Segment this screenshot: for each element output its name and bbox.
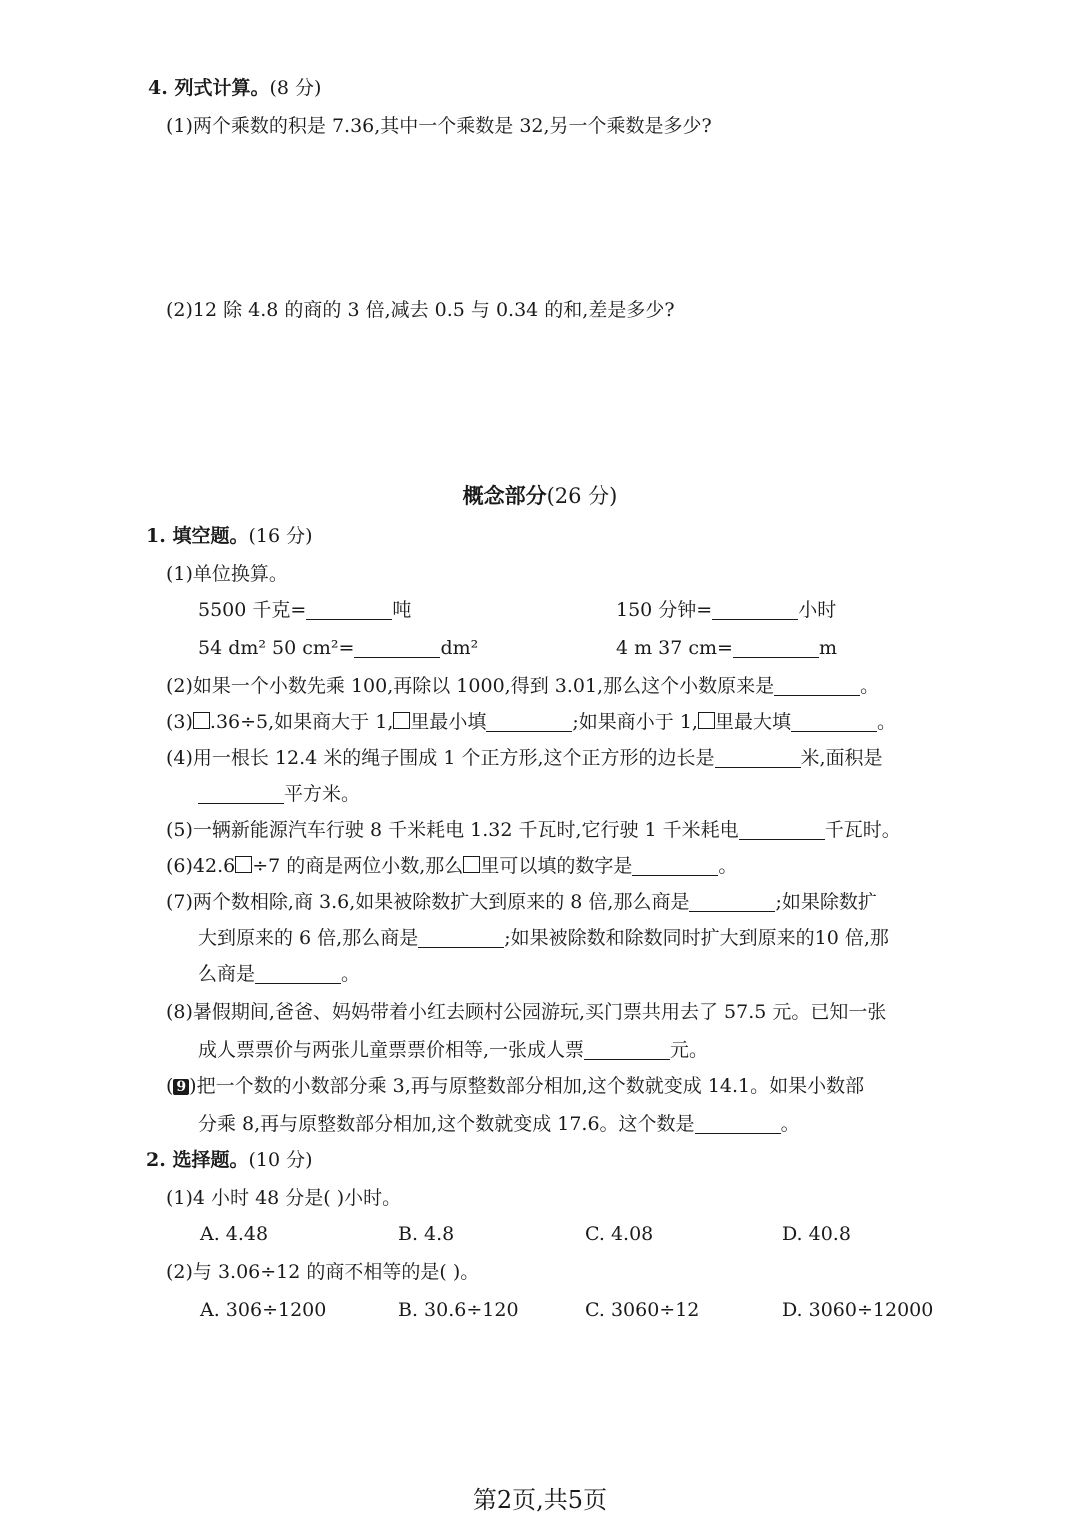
fill-q7-text-c: 大到原来的 6 倍,那么商是 <box>198 927 419 949</box>
concept-title: 概念部分 <box>462 483 547 508</box>
fill-q9-open: ( <box>166 1075 174 1097</box>
fill-q5 <box>166 816 901 844</box>
fill-q4-end: 平方米。 <box>284 783 361 805</box>
answer-blank[interactable] <box>198 783 284 804</box>
answer-blank[interactable] <box>689 891 775 912</box>
box-square <box>463 856 480 873</box>
choice-q2-option-c[interactable]: C. 3060÷12 <box>585 1299 700 1321</box>
fill-q3-text-b: 里最小填 <box>410 711 487 733</box>
fill-q4-line2 <box>198 780 360 808</box>
fill-q8-end: 元。 <box>670 1039 709 1061</box>
fill-q1-head: (1)单位换算。 <box>166 563 288 585</box>
fill-q3-text-c: ;如果商小于 1, <box>572 711 698 733</box>
fill-q6-text-b: 里可以填的数字是 <box>480 855 633 877</box>
fill-q5-end: 千瓦时。 <box>824 819 901 841</box>
concept-score: (26 分) <box>546 484 618 508</box>
fill-q4-line1 <box>166 744 883 772</box>
fill-q7-line1 <box>166 888 877 916</box>
choice-q2-option-a[interactable]: A. 306÷1200 <box>200 1299 327 1321</box>
fill-q1-b-text: 150 分钟= <box>616 599 713 621</box>
choice-q2-option-b[interactable]: B. 30.6÷120 <box>398 1299 519 1321</box>
fill-q1-b <box>616 596 836 624</box>
fill-q1-d-text: 4 m 37 cm= <box>616 637 733 659</box>
answer-blank[interactable] <box>584 1039 670 1060</box>
fill-q7-text-b: ;如果除数扩 <box>775 891 877 913</box>
fill-q4-mid: 米,面积是 <box>800 747 883 769</box>
fill-q1-c <box>198 634 478 662</box>
fill-q1-c-text: 54 dm² 50 cm²= <box>198 637 355 659</box>
choice-score: (10 分) <box>248 1149 313 1171</box>
choice-q2-option-d[interactable]: D. 3060÷12000 <box>782 1299 934 1321</box>
fill-q7-text-e: 么商是 <box>198 963 256 985</box>
fill-q9-text-a: )把一个数的小数部分乘 3,再与原整数部分相加,这个数就变成 14.1。如果小数部 <box>189 1075 865 1097</box>
choice-q1-option-c[interactable]: C. 4.08 <box>585 1223 654 1245</box>
fill-q9-text-b: 分乘 8,再与原整数部分相加,这个数就变成 17.6。这个数是 <box>198 1113 695 1135</box>
fill-score: (16 分) <box>248 525 313 547</box>
answer-blank[interactable] <box>695 1113 781 1134</box>
fill-q4-text: (4)用一根长 12.4 米的绳子围成 1 个正方形,这个正方形的边长是 <box>166 747 715 769</box>
question-number-badge: 9 <box>173 1079 189 1095</box>
calc-heading-line <box>148 74 321 102</box>
answer-blank[interactable] <box>733 637 819 658</box>
fill-q2-text: (2)如果一个小数先乘 100,再除以 1000,得到 3.01,那么这个小数原来是 <box>166 675 775 697</box>
fill-heading-line <box>146 522 313 550</box>
fill-q5-text: (5)一辆新能源汽车行驶 8 千米耗电 1.32 千瓦时,它行驶 1 千米耗电 <box>166 819 739 841</box>
choice-q1-option-b[interactable]: B. 4.8 <box>398 1223 455 1245</box>
choice-heading-line <box>146 1146 313 1174</box>
calc-question-1: (1)两个乘数的积是 7.36,其中一个乘数是 32,另一个乘数是多少? <box>166 115 712 137</box>
fill-q6 <box>166 852 737 880</box>
answer-blank[interactable] <box>774 675 860 696</box>
choice-heading: 2. 选择题。 <box>146 1149 249 1171</box>
fill-q3-num: (3) <box>166 711 193 733</box>
fill-q1-a-unit: 吨 <box>392 599 412 621</box>
fill-q7-line3 <box>198 960 360 988</box>
answer-blank[interactable] <box>418 927 504 948</box>
fill-q8-line2 <box>198 1036 708 1064</box>
fill-q1-a <box>198 596 411 624</box>
answer-blank[interactable] <box>739 819 825 840</box>
fill-q9-line1 <box>166 1072 864 1100</box>
answer-blank[interactable] <box>791 711 877 732</box>
fill-q7-text-d: ;如果被除数和除数同时扩大到原来的10 倍,那 <box>504 927 889 949</box>
fill-q8-line1: (8)暑假期间,爸爸、妈妈带着小红去顾村公园游玩,买门票共用去了 57.5 元。已知一张 <box>166 1001 887 1023</box>
fill-q1-b-unit: 小时 <box>798 599 837 621</box>
choice-question-1: (1)4 小时 48 分是( )小时。 <box>166 1187 402 1209</box>
fill-q6-num: (6)42.6 <box>166 855 236 877</box>
fill-q2 <box>166 672 879 700</box>
fill-q3-text-d: 里最大填 <box>714 711 791 733</box>
fill-q2-end: 。 <box>860 675 880 697</box>
calc-score: (8 分) <box>269 77 322 99</box>
page-number-footer: 第2页,共5页 <box>472 1486 608 1514</box>
fill-q1-d <box>616 634 837 662</box>
box-square <box>698 712 715 729</box>
answer-blank[interactable] <box>354 637 440 658</box>
answer-blank[interactable] <box>712 599 798 620</box>
calc-question-2: (2)12 除 4.8 的商的 3 倍,减去 0.5 与 0.34 的和,差是多少? <box>166 299 675 321</box>
fill-q1-c-unit: dm² <box>440 637 479 659</box>
fill-q9-end: 。 <box>780 1113 800 1135</box>
choice-question-2: (2)与 3.06÷12 的商不相等的是( )。 <box>166 1261 480 1283</box>
calc-heading: 4. 列式计算。 <box>148 77 270 99</box>
fill-q3-text-a: .36÷5,如果商大于 1, <box>209 711 394 733</box>
fill-q7-line2 <box>198 924 889 952</box>
fill-heading: 1. 填空题。 <box>146 525 249 547</box>
fill-q9-line2 <box>198 1110 800 1138</box>
box-square <box>235 856 252 873</box>
fill-q6-text-a: ÷7 的商是两位小数,那么 <box>252 855 464 877</box>
concept-section-title <box>0 482 1080 510</box>
fill-q6-end: 。 <box>718 855 738 877</box>
answer-blank[interactable] <box>255 963 341 984</box>
answer-blank[interactable] <box>306 599 392 620</box>
choice-q1-option-d[interactable]: D. 40.8 <box>782 1223 851 1245</box>
choice-q1-option-a[interactable]: A. 4.48 <box>200 1223 269 1245</box>
fill-q3 <box>166 708 896 736</box>
fill-q7-end: 。 <box>341 963 361 985</box>
fill-q8-text: 成人票票价与两张儿童票票价相等,一张成人票 <box>198 1039 585 1061</box>
fill-q1-a-text: 5500 千克= <box>198 599 307 621</box>
fill-q3-end: 。 <box>876 711 896 733</box>
fill-q1-d-unit: m <box>818 637 838 659</box>
fill-q7-text-a: (7)两个数相除,商 3.6,如果被除数扩大到原来的 8 倍,那么商是 <box>166 891 690 913</box>
box-square <box>393 712 410 729</box>
answer-blank[interactable] <box>632 855 718 876</box>
box-square <box>193 712 210 729</box>
answer-blank[interactable] <box>715 747 801 768</box>
answer-blank[interactable] <box>486 711 572 732</box>
